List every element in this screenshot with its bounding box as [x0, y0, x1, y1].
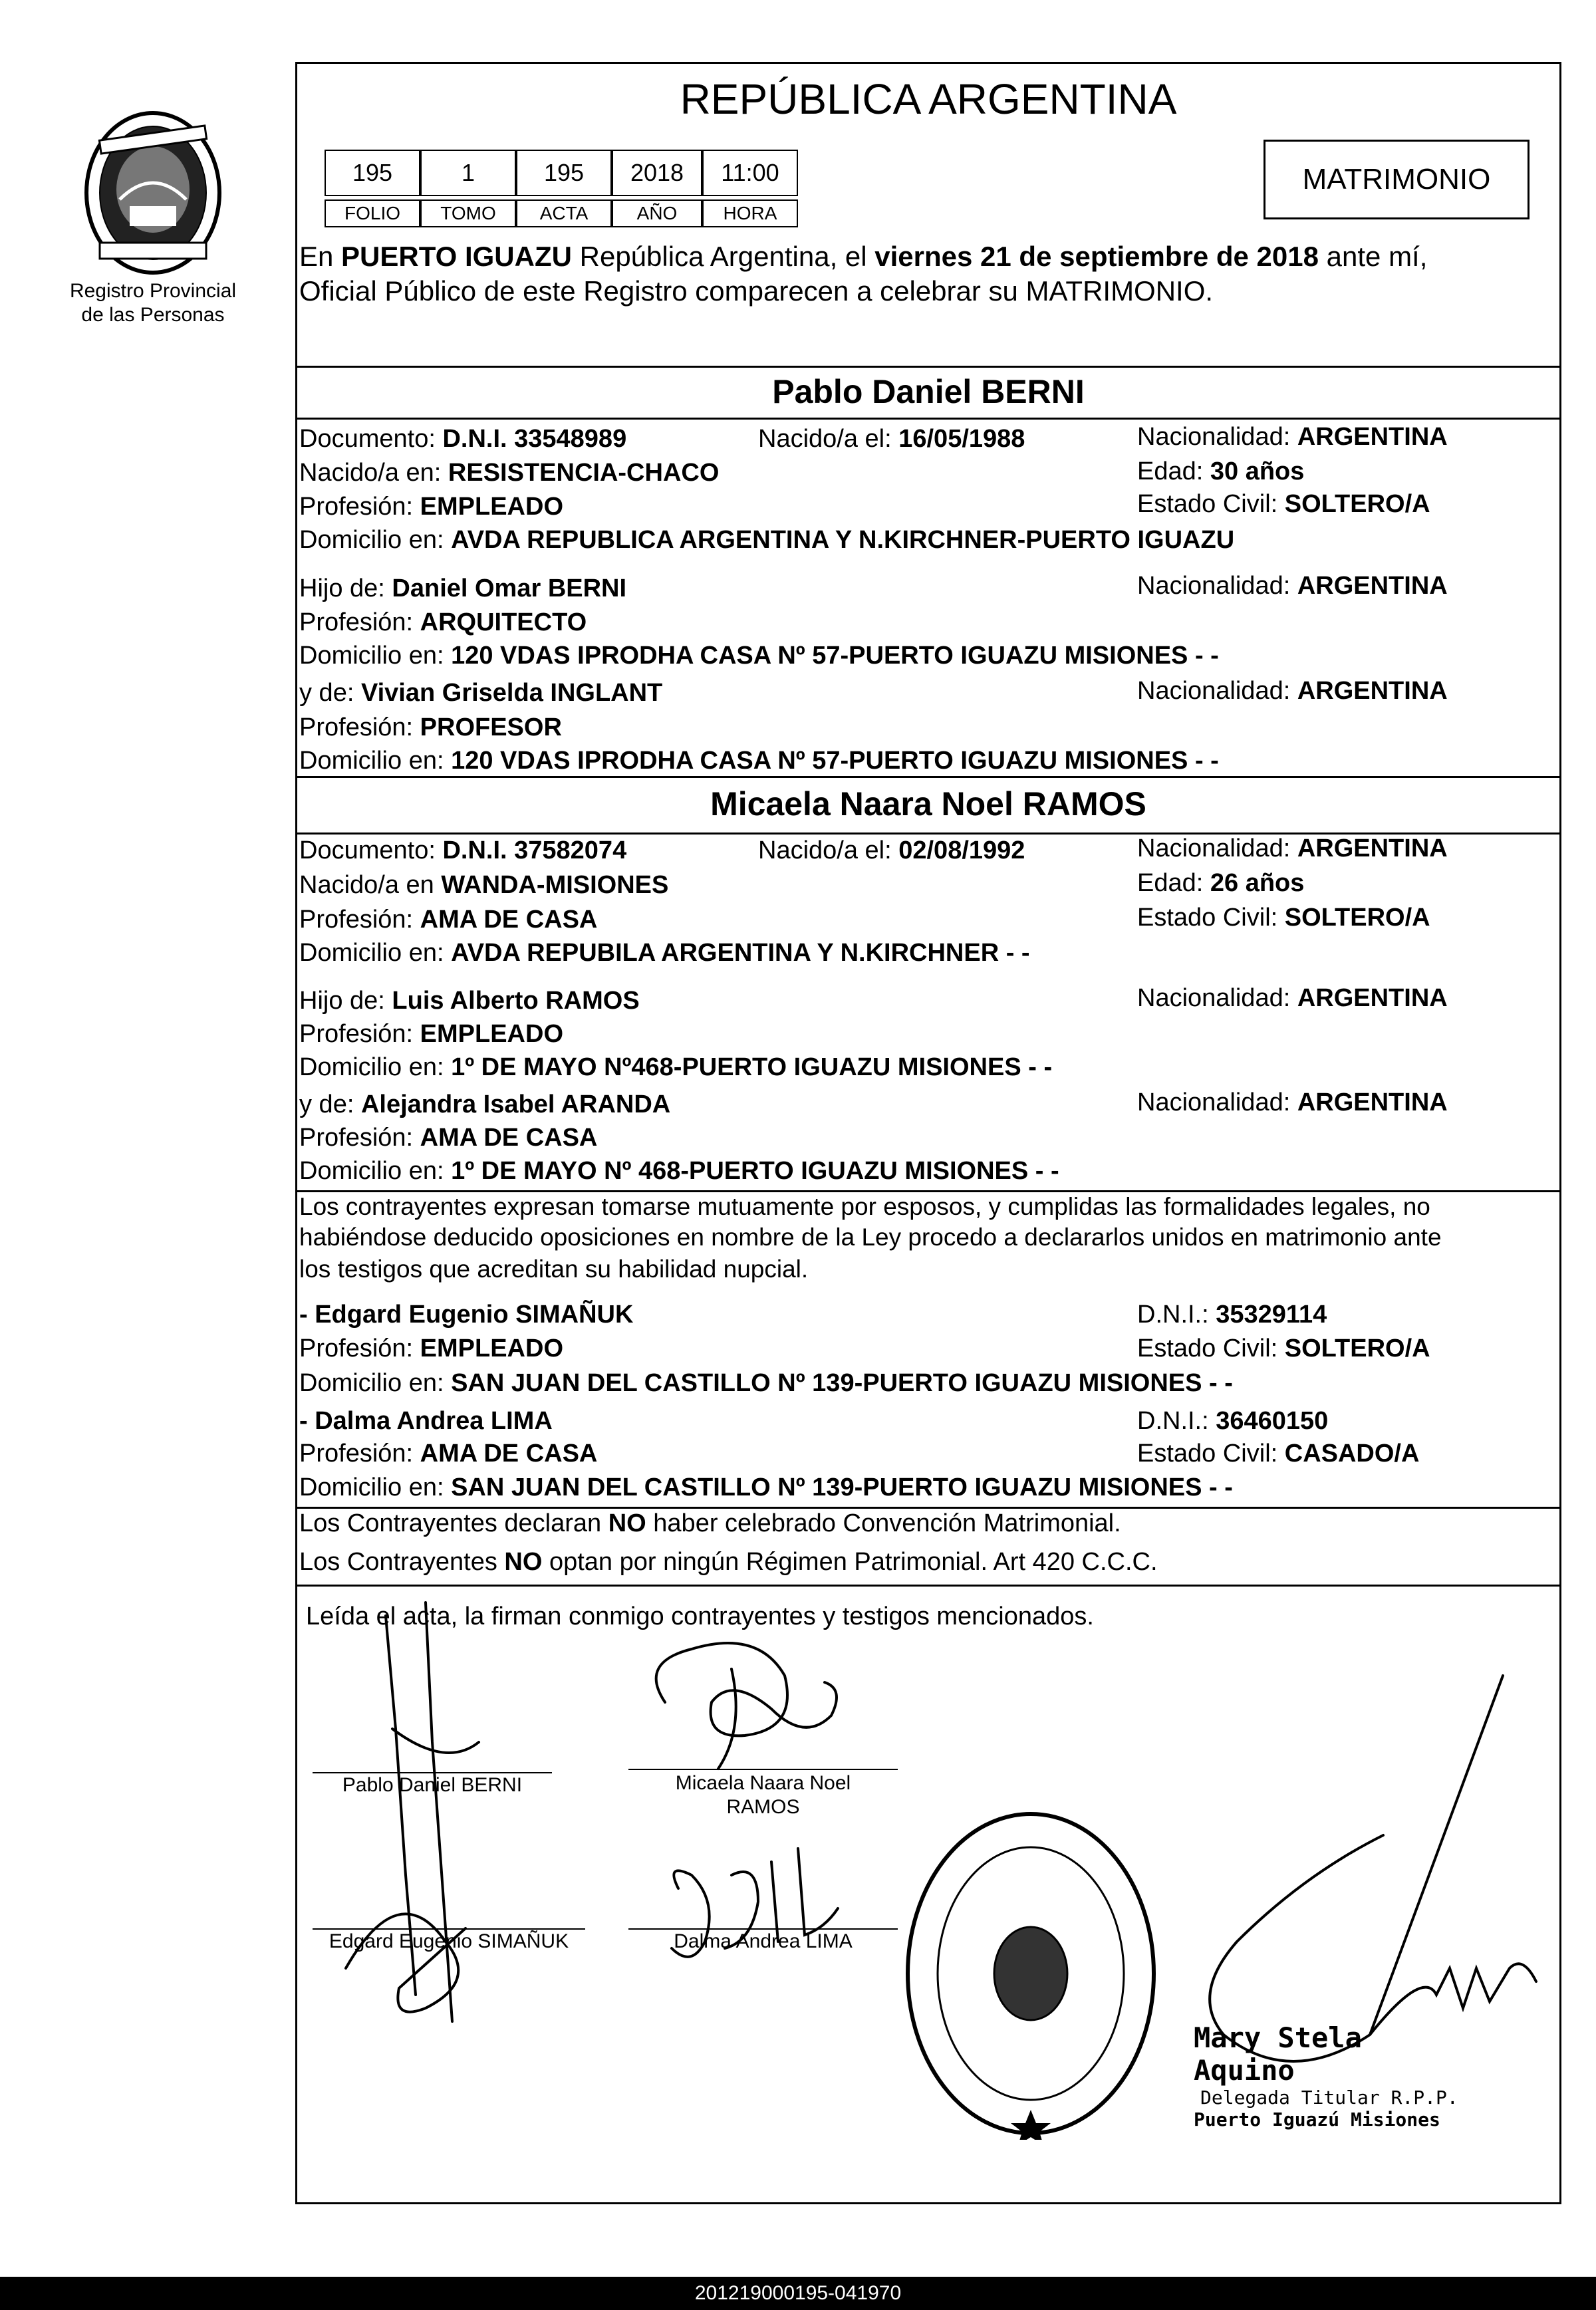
spouse1-profession: Profesión: EMPLEADO [299, 493, 564, 521]
witness2-dni: D.N.I.: 36460150 [1137, 1407, 1329, 1435]
hour-value: 11:00 [702, 150, 798, 196]
spouse1-age: Edad: 30 años [1137, 457, 1305, 485]
signature-spouse1 [386, 1616, 416, 1995]
year-label: AÑO [612, 199, 702, 227]
official-name: Mary Stela Aquino [1194, 2021, 1362, 2087]
signature-official [1210, 1676, 1536, 2061]
spouse2-document: Documento: D.N.I. 37582074 [299, 836, 627, 864]
spouse1-mother-nationality: Nacionalidad: ARGENTINA [1137, 677, 1448, 705]
official-place: Puerto Iguazú Misiones [1194, 2109, 1440, 2130]
declaration-line-1: Los contrayentes expresan tomarse mutuamente por esposos, y cumplidas las formalidades legales, no [299, 1193, 1430, 1220]
spouse1-mother-address: Domicilio en: 120 VDAS IPRODHA CASA Nº 57-PUERTO IGUAZU MISIONES - - [299, 747, 1219, 775]
spouse2-age: Edad: 26 años [1137, 869, 1305, 897]
spouse1-birthdate: Nacido/a el: 16/05/1988 [758, 425, 1025, 453]
spouse2-address: Domicilio en: AVDA REPUBILA ARGENTINA Y N.KIRCHNER - - [299, 939, 1030, 967]
spouse2-birthdate: Nacido/a el: 02/08/1992 [758, 836, 1025, 864]
record-type-box: MATRIMONIO [1264, 140, 1530, 219]
spouse1-civil-status: Estado Civil: SOLTERO/A [1137, 490, 1430, 518]
spouse1-mother: y de: Vivian Griselda INGLANT [299, 679, 663, 707]
spouse1-nationality: Nacionalidad: ARGENTINA [1137, 423, 1448, 451]
witness2-address: Domicilio en: SAN JUAN DEL CASTILLO Nº 139-PUERTO IGUAZU MISIONES - - [299, 1474, 1233, 1501]
year-value: 2018 [612, 150, 702, 196]
intro-line-2: Oficial Público de este Registro comparecen a celebrar su MATRIMONIO. [299, 275, 1214, 307]
spouse1-name: Pablo Daniel BERNI [772, 373, 1085, 410]
witness1-dni: D.N.I.: 35329114 [1137, 1301, 1327, 1329]
registry-name: Registro Provincial de las Personas [69, 280, 237, 326]
acta-value: 195 [516, 150, 612, 196]
witness2-profession: Profesión: AMA DE CASA [299, 1440, 598, 1468]
divider [295, 366, 1561, 368]
witness2-civil-status: Estado Civil: CASADO/A [1137, 1440, 1420, 1468]
closing-statement: Leída el acta, la firman conmigo contrayentes y testigos mencionados. [306, 1603, 1094, 1630]
witness1-profession: Profesión: EMPLEADO [299, 1335, 564, 1362]
spouse1-father-address: Domicilio en: 120 VDAS IPRODHA CASA Nº 57-PUERTO IGUAZU MISIONES - - [299, 642, 1219, 670]
spouse2-profession: Profesión: AMA DE CASA [299, 906, 598, 934]
signature-label-witness1: Edgard Eugenio SIMAÑUK [329, 1930, 569, 1952]
folio-value: 195 [325, 150, 420, 196]
signature-label-spouse1: Pablo Daniel BERNI [342, 1774, 523, 1796]
spouse2-father: Hijo de: Luis Alberto RAMOS [299, 987, 640, 1015]
spouse2-mother: y de: Alejandra Isabel ARANDA [299, 1091, 671, 1118]
registry-emblem [73, 106, 233, 286]
spouse2-civil-status: Estado Civil: SOLTERO/A [1137, 904, 1430, 932]
signature-spouse2 [656, 1643, 837, 1735]
spouse1-father: Hijo de: Daniel Omar BERNI [299, 575, 627, 602]
spouse2-mother-nationality: Nacionalidad: ARGENTINA [1137, 1089, 1448, 1116]
tomo-value: 1 [420, 150, 516, 196]
registry-stamp [901, 1807, 1160, 2140]
spouse2-birthplace: Nacido/a en WANDA-MISIONES [299, 871, 669, 899]
declaration-line-3: los testigos que acreditan su habilidad nupcial. [299, 1255, 809, 1283]
spouse1-father-nationality: Nacionalidad: ARGENTINA [1137, 572, 1448, 600]
signature-witness2 [672, 1849, 838, 1957]
convention-line-1: Los Contrayentes declaran NO haber celebrado Convención Matrimonial. [299, 1509, 1121, 1537]
hour-label: HORA [702, 199, 798, 227]
acta-label: ACTA [516, 199, 612, 227]
divider [295, 1585, 1561, 1587]
spouse2-mother-address: Domicilio en: 1º DE MAYO Nº 468-PUERTO IGUAZU MISIONES - - [299, 1157, 1059, 1185]
footer-bar [0, 2277, 1596, 2310]
folio-label: FOLIO [325, 199, 420, 227]
spouse2-mother-profession: Profesión: AMA DE CASA [299, 1124, 598, 1152]
spouse2-father-profession: Profesión: EMPLEADO [299, 1020, 564, 1048]
provincial-seal-icon [73, 106, 233, 286]
spouse1-father-profession: Profesión: ARQUITECTO [299, 608, 587, 636]
spouse2-father-nationality: Nacionalidad: ARGENTINA [1137, 984, 1448, 1012]
tomo-label: TOMO [420, 199, 516, 227]
signature-label-witness2: Dalma Andrea LIMA [674, 1930, 853, 1952]
intro-line-1: En PUERTO IGUAZU República Argentina, el viernes 21 de septiembre de 2018 ante mí, [299, 241, 1428, 272]
spouse1-birthplace: Nacido/a en: RESISTENCIA-CHACO [299, 459, 720, 487]
document-title: REPÚBLICA ARGENTINA [680, 75, 1177, 123]
witness1-address: Domicilio en: SAN JUAN DEL CASTILLO Nº 139-PUERTO IGUAZU MISIONES - - [299, 1369, 1233, 1397]
spouse2-father-address: Domicilio en: 1º DE MAYO Nº468-PUERTO IGUAZU MISIONES - - [299, 1053, 1053, 1081]
convention-line-2: Los Contrayentes NO optan por ningún Régimen Patrimonial. Art 420 C.C.C. [299, 1548, 1158, 1576]
official-role: Delegada Titular R.P.P. [1200, 2087, 1458, 2109]
divider [295, 776, 1561, 778]
signature-label-spouse2: Micaela Naara Noel RAMOS [675, 1772, 851, 1818]
footer-code: 201219000195-041970 [694, 2282, 902, 2304]
spouse1-address: Domicilio en: AVDA REPUBLICA ARGENTINA Y N.KIRCHNER-PUERTO IGUAZU [299, 526, 1235, 554]
witness1-name: - Edgard Eugenio SIMAÑUK [299, 1301, 634, 1329]
witness2-name: - Dalma Andrea LIMA [299, 1407, 553, 1435]
witness1-civil-status: Estado Civil: SOLTERO/A [1137, 1335, 1430, 1362]
declaration-line-2: habiéndose deducido oposiciones en nombre de la Ley procedo a declararlos unidos en matrimonio ante [299, 1223, 1442, 1251]
spouse1-document: Documento: D.N.I. 33548989 [299, 425, 627, 453]
stamp-icon [901, 1807, 1160, 2140]
spouse1-mother-profession: Profesión: PROFESOR [299, 713, 562, 741]
spouse2-nationality: Nacionalidad: ARGENTINA [1137, 834, 1448, 862]
spouse2-name: Micaela Naara Noel RAMOS [710, 785, 1146, 823]
official-block [1194, 2021, 1473, 2130]
divider [295, 418, 1561, 420]
